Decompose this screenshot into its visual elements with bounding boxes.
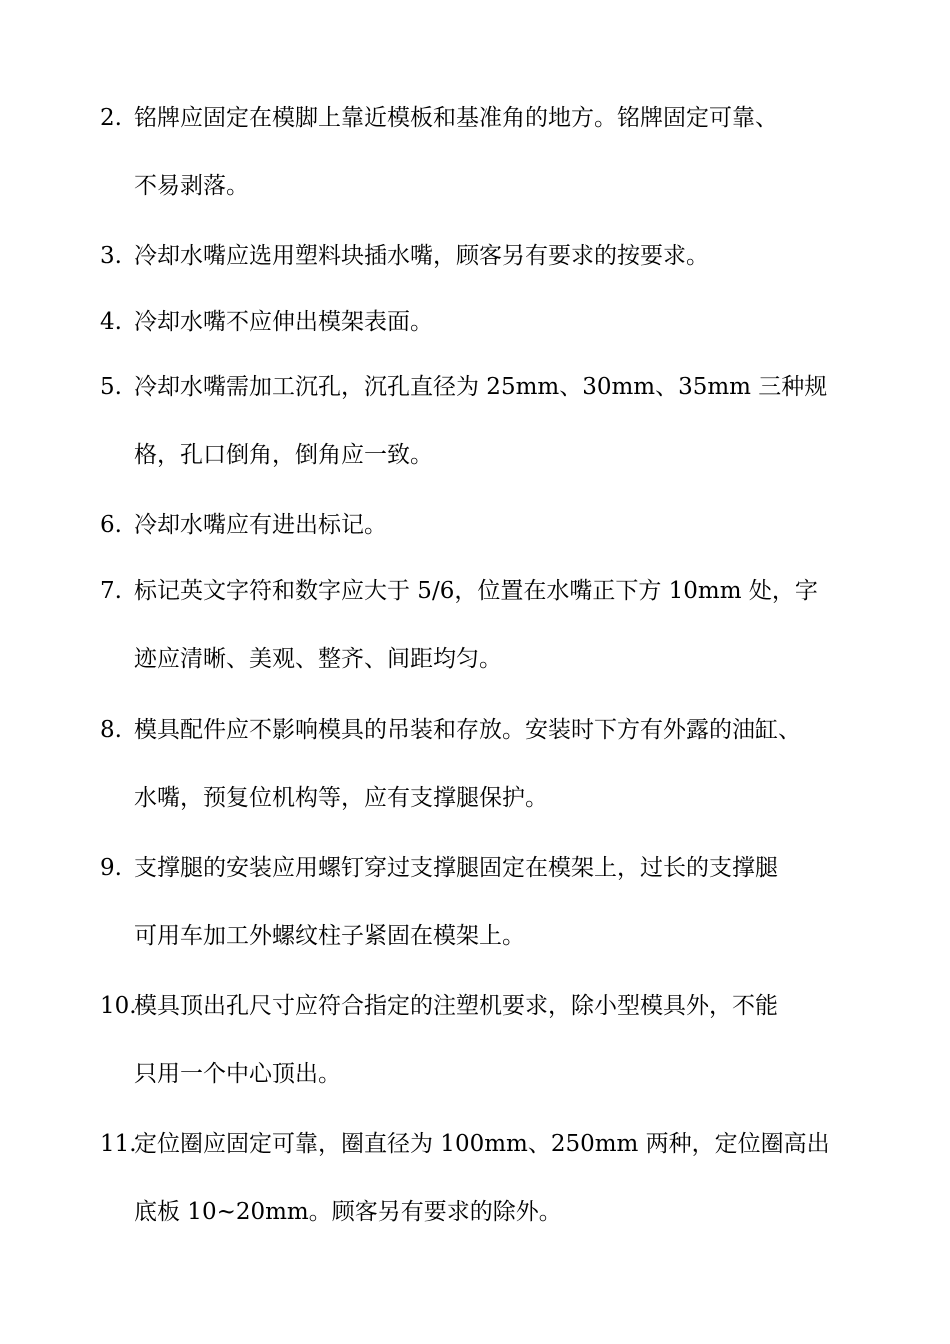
list-item	[100, 972, 890, 1108]
item-line: 标记英文字符和数字应大于 5/6，位置在水嘴正下方 10mm 处，字	[134, 578, 818, 604]
item-text	[134, 972, 890, 1108]
item-line: 定位圈应固定可靠，圈直径为 100mm、250mm 两种，定位圈高出	[134, 1131, 830, 1157]
list-item	[100, 696, 890, 832]
list-item	[100, 557, 890, 693]
item-text	[134, 1110, 890, 1246]
item-line: 底板 10~20mm。顾客另有要求的除外。	[134, 1199, 562, 1225]
item-line: 水嘴，预复位机构等，应有支撑腿保护。	[134, 785, 548, 811]
item-line: 冷却水嘴不应伸出模架表面。	[134, 309, 433, 335]
item-line: 冷却水嘴应选用塑料块插水嘴，顾客另有要求的按要求。	[134, 243, 709, 269]
item-line: 模具配件应不影响模具的吊装和存放。安装时下方有外露的油缸、	[134, 717, 801, 743]
item-text	[134, 491, 890, 559]
list-item	[100, 491, 890, 559]
item-text	[134, 222, 890, 290]
item-number: 11.	[100, 1131, 137, 1157]
item-line: 可用车加工外螺纹柱子紧固在模架上。	[134, 923, 525, 949]
item-number: 4.	[100, 309, 122, 335]
item-line: 格，孔口倒角，倒角应一致。	[134, 442, 433, 468]
item-number: 6.	[100, 512, 122, 538]
item-text	[134, 353, 890, 489]
item-number: 9.	[100, 855, 122, 881]
item-line: 模具顶出孔尺寸应符合指定的注塑机要求，除小型模具外，不能	[134, 993, 778, 1019]
item-text	[134, 557, 890, 693]
item-number: 10.	[100, 993, 137, 1019]
list-item	[100, 1110, 890, 1246]
item-line: 冷却水嘴应有进出标记。	[134, 512, 387, 538]
item-number: 5.	[100, 374, 122, 400]
item-line: 只用一个中心顶出。	[134, 1061, 341, 1087]
item-text	[134, 834, 890, 970]
list-item	[100, 222, 890, 290]
item-text	[134, 696, 890, 832]
item-number: 3.	[100, 243, 122, 269]
list-item	[100, 353, 890, 489]
item-text	[134, 84, 890, 220]
item-text	[134, 288, 890, 356]
item-line: 铭牌应固定在模脚上靠近模板和基准角的地方。铭牌固定可靠、	[134, 105, 778, 131]
item-line: 迹应清晰、美观、整齐、间距均匀。	[134, 646, 502, 672]
item-number: 2.	[100, 105, 122, 131]
list-item	[100, 288, 890, 356]
item-line: 不易剥落。	[134, 173, 249, 199]
item-number: 7.	[100, 578, 122, 604]
item-number: 8.	[100, 717, 122, 743]
item-line: 冷却水嘴需加工沉孔，沉孔直径为 25mm、30mm、35mm 三种规	[134, 374, 828, 400]
list-item	[100, 84, 890, 220]
item-line: 支撑腿的安装应用螺钉穿过支撑腿固定在模架上，过长的支撑腿	[134, 855, 778, 881]
list-item	[100, 834, 890, 970]
